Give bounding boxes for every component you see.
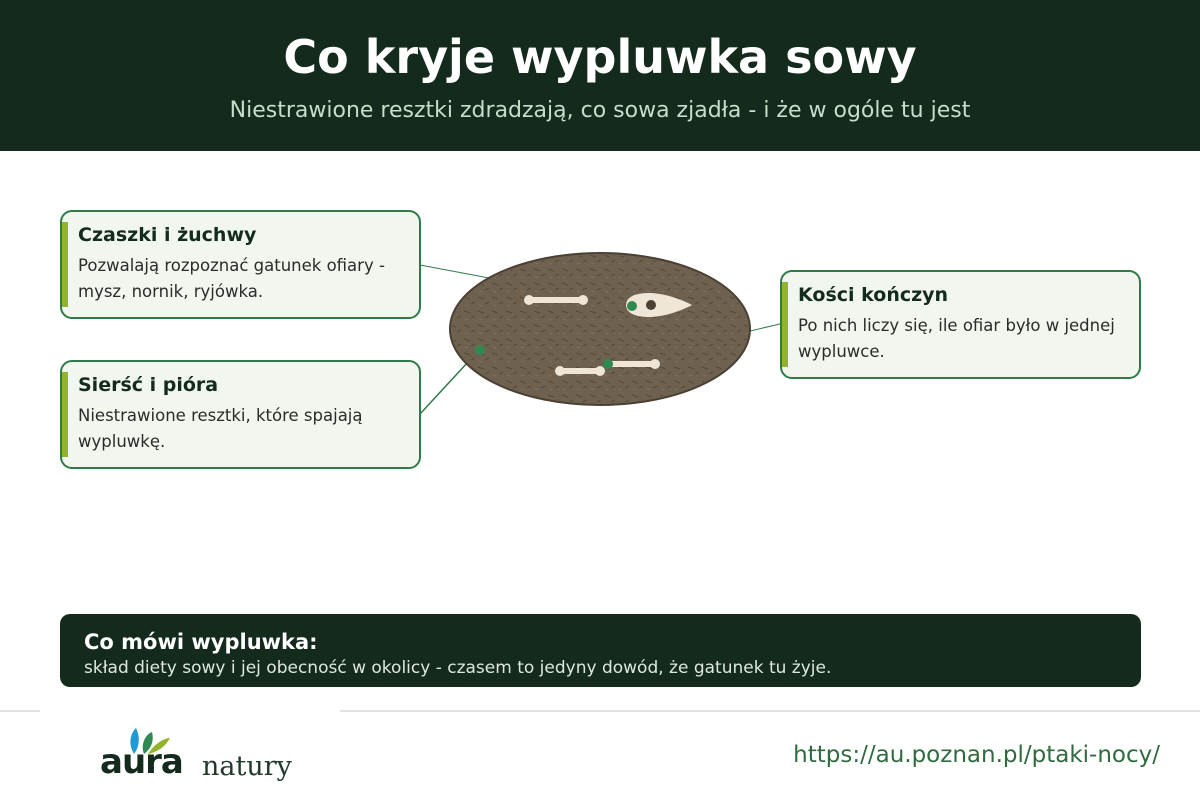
card-title: Sierść i pióra	[78, 374, 219, 396]
page-title: Co kryje wypluwka sowy	[283, 30, 917, 84]
card-skulls	[60, 210, 421, 319]
logo-wordmark: aura	[100, 742, 183, 782]
card-limbs	[780, 270, 1141, 379]
connector-dot-fur	[475, 345, 485, 355]
card-text: Niestrawione resztki, które spajają wypluwkę.	[78, 406, 363, 451]
logo-area	[40, 706, 340, 802]
pellet-texture	[452, 255, 748, 403]
summary-text: skład diety sowy i jej obecność w okolicy - czasem to jedyny dowód, że gatunek tu żyje.	[84, 658, 832, 678]
card-text: Pozwalają rozpoznać gatunek ofiary - mysz, nornik, ryjówka.	[78, 256, 385, 301]
card-fur	[60, 360, 421, 469]
card-title: Kości kończyn	[798, 284, 949, 306]
page-subtitle: Niestrawione resztki zdradzają, co sowa zjadła - i że w ogóle tu jest	[229, 98, 971, 123]
card-title: Czaszki i żuchwy	[78, 224, 257, 246]
card-accent-bar	[62, 372, 68, 457]
card-accent-bar	[62, 222, 68, 307]
summary-title: Co mówi wypluwka:	[84, 630, 318, 654]
logo-subtext: natury	[202, 751, 292, 782]
summary-box	[60, 614, 1141, 687]
card-accent-bar	[782, 282, 788, 367]
card-text: Po nich liczy się, ile ofiar było w jednej wypluwce.	[798, 316, 1115, 361]
connector-dot-skulls	[627, 301, 637, 311]
source-link[interactable]: https://au.poznan.pl/ptaki-nocy/	[793, 742, 1160, 768]
connector-dot-limbs	[603, 359, 613, 369]
